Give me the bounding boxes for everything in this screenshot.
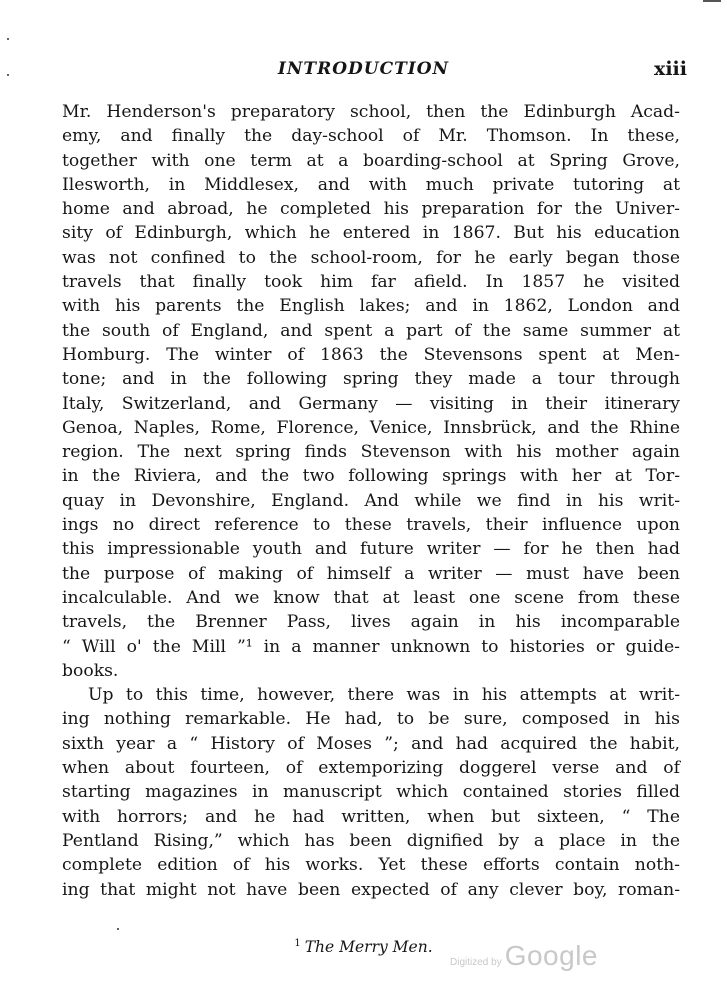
footnote bbox=[0, 938, 727, 956]
text-line: complete edition of his works. Yet these efforts contain noth- bbox=[62, 855, 680, 876]
text-line: in the Riviera, and the two following springs with her at Tor- bbox=[62, 466, 680, 487]
footnote-marker: 1 bbox=[294, 938, 301, 949]
text-line: ing nothing remarkable. He had, to be sure, composed in his bbox=[62, 709, 680, 730]
margin-speck bbox=[7, 38, 9, 40]
margin-speck bbox=[117, 928, 119, 930]
text-line: region. The next spring finds Stevenson with his mother again bbox=[62, 442, 680, 463]
text-line: emy, and finally the day-school of Mr. Thomson. In these, bbox=[62, 126, 680, 147]
text-line: incalculable. And we know that at least one scene from these bbox=[62, 587, 680, 608]
text-line: sixth year a “ History of Moses ”; and had acquired the habit, bbox=[62, 733, 680, 754]
scan-corner-mark bbox=[703, 0, 721, 2]
text-line: Up to this time, however, there was in his attempts at writ- bbox=[88, 685, 680, 706]
text-line: quay in Devonshire, England. And while we find in his writ- bbox=[62, 490, 680, 511]
text-line: travels that finally took him far afield. In 1857 he visited bbox=[62, 272, 680, 293]
text-line: with horrors; and he had written, when but sixteen, “ The bbox=[62, 806, 680, 827]
text-line: with his parents the English lakes; and in 1862, London and bbox=[62, 296, 680, 317]
digitization-watermark bbox=[450, 940, 598, 972]
text-line: “ Will o' the Mill ”¹ in a manner unknown to histories or guide- bbox=[62, 636, 680, 657]
text-line: Ilesworth, in Middlesex, and with much private tutoring at bbox=[62, 174, 680, 195]
footnote-text: The Merry Men. bbox=[304, 938, 433, 957]
text-line: Mr. Henderson's preparatory school, then the Edinburgh Acad- bbox=[62, 102, 680, 122]
text-line: Genoa, Naples, Rome, Florence, Venice, Innsbrück, and the Rhine bbox=[62, 417, 680, 438]
watermark-prefix: Digitized by bbox=[450, 957, 502, 968]
watermark-brand: Google bbox=[504, 940, 598, 971]
text-line: Homburg. The winter of 1863 the Stevensons spent at Men- bbox=[62, 344, 680, 365]
text-line: tone; and in the following spring they made a tour through bbox=[62, 369, 680, 390]
text-line: travels, the Brenner Pass, lives again in his incomparable bbox=[62, 612, 680, 633]
text-line: the purpose of making of himself a writer — must have been bbox=[62, 563, 680, 584]
text-line: Pentland Rising,” which has been dignified by a place in the bbox=[62, 830, 680, 851]
text-line: when about fourteen, of extemporizing doggerel verse and of bbox=[62, 758, 680, 779]
text-line: ings no direct reference to these travels, their influence upon bbox=[62, 515, 680, 536]
text-line: sity of Edinburgh, which he entered in 1867. But his education bbox=[62, 223, 680, 244]
body-text bbox=[62, 100, 680, 902]
page-number: xiii bbox=[654, 58, 687, 80]
text-line: the south of England, and spent a part of the same summer at bbox=[62, 320, 680, 341]
text-line: this impressionable youth and future writer — for he then had bbox=[62, 539, 680, 560]
text-line: starting magazines in manuscript which contained stories filled bbox=[62, 782, 680, 803]
text-line: together with one term at a boarding-school at Spring Grove, bbox=[62, 150, 680, 171]
text-line: was not confined to the school-room, for he early began those bbox=[62, 247, 680, 268]
text-line: books. bbox=[62, 660, 119, 681]
running-header-title: INTRODUCTION bbox=[277, 59, 450, 79]
text-line: ing that might not have been expected of any clever boy, roman- bbox=[62, 879, 680, 900]
text-line: Italy, Switzerland, and Germany — visiting in their itinerary bbox=[62, 393, 680, 414]
text-line: home and abroad, he completed his preparation for the Univer- bbox=[62, 199, 680, 220]
